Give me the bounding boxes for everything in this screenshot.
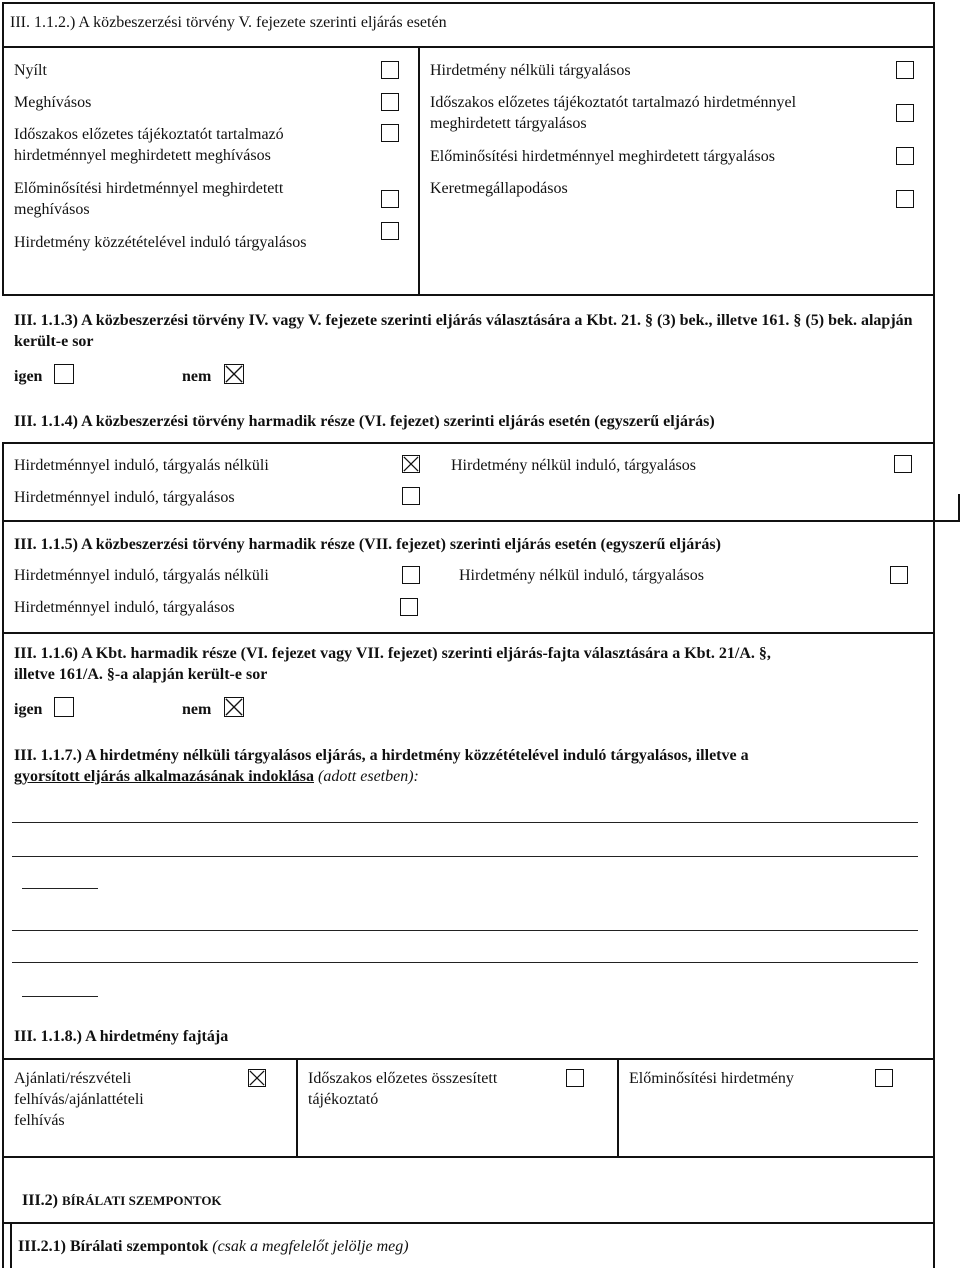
box-top-border bbox=[2, 2, 934, 4]
option-elominositesi-targyalasos: Előminősítési hirdetménnyel meghirdetett tárgyalásos bbox=[430, 148, 775, 165]
section-21-title: III.2.1) Bírálati szempontok bbox=[18, 1238, 209, 1255]
section-heading-115: III. 1.1.5) A közbeszerzési törvény harmadik része (VII. fejezet) szerinti eljárás esetén (egyszerű eljárás) bbox=[14, 536, 721, 553]
checkbox-115-hirdetmeny-nelkul-targyalasos[interactable] bbox=[890, 566, 908, 584]
section-heading-2 bbox=[22, 1190, 222, 1211]
section-heading-116-line2: illetve 161/A. §-a alapján került-e sor bbox=[14, 666, 268, 683]
box-lower-left bbox=[2, 632, 4, 1060]
option-keretmegallapodasos: Keretmegállapodásos bbox=[430, 180, 568, 197]
check-x-icon bbox=[225, 698, 243, 716]
checkbox-114-hirdetmennyel-targyalas-nelkuli[interactable] bbox=[402, 455, 420, 473]
option-114-hirdetmeny-nelkul-targyalasos: Hirdetmény nélkül induló, tárgyalásos bbox=[451, 457, 696, 474]
checkbox-elominositesi-hirdetmeny[interactable] bbox=[875, 1069, 893, 1087]
nem-label-116: nem bbox=[182, 701, 212, 718]
option-hirdetmeny-nelkuli-targyalasos: Hirdetmény nélküli tárgyalásos bbox=[430, 62, 631, 79]
box118-right bbox=[933, 1058, 935, 1158]
option-idoszakos-targyalasos: Időszakos előzetes tájékoztatót tartalmazó hirdetménnyel meghirdetett tárgyalásos bbox=[430, 94, 797, 132]
box2-right bbox=[933, 1156, 935, 1268]
header-divider bbox=[2, 46, 934, 48]
box21-top bbox=[2, 1222, 934, 1224]
section-heading-118: III. 1.1.8.) A hirdetmény fajtája bbox=[14, 1028, 229, 1045]
section-heading-21 bbox=[18, 1236, 409, 1257]
option-114-hirdetmennyel-targyalas-nelkuli: Hirdetménnyel induló, tárgyalás nélküli bbox=[14, 457, 269, 474]
box114-left bbox=[2, 442, 4, 522]
section-2-prefix: III.2) bbox=[22, 1192, 59, 1209]
checkbox-nem-116[interactable] bbox=[224, 697, 244, 717]
checkbox-nem-113[interactable] bbox=[224, 364, 244, 384]
checkbox-idoszakos-targyalasos[interactable] bbox=[896, 104, 914, 122]
section-heading-113: III. 1.1.3) A közbeszerzési törvény IV. vagy V. fejezete szerinti eljárás választására a Kbt. 21. § (3) bek., illetve 161. § (5) bek. alapján került-e sor bbox=[14, 312, 913, 350]
box114-top bbox=[2, 442, 934, 444]
nem-label-113: nem bbox=[182, 368, 212, 385]
check-x-icon bbox=[403, 456, 419, 472]
checkbox-115-hirdetmennyel-targyalasos[interactable] bbox=[400, 598, 418, 616]
checkbox-elominositesi-targyalasos[interactable] bbox=[896, 147, 914, 165]
checkbox-hirdetmeny-kozzetetelevel[interactable] bbox=[381, 222, 399, 240]
column-divider bbox=[418, 46, 420, 296]
checkbox-idoszakos-meghivasos[interactable] bbox=[381, 124, 399, 142]
option-meghivasos: Meghívásos bbox=[14, 94, 92, 111]
justification-note: (adott esetben): bbox=[318, 768, 419, 785]
check-x-icon bbox=[225, 365, 243, 383]
justification-title: gyorsított eljárás alkalmazásának indoklása bbox=[14, 768, 315, 785]
box118-div1 bbox=[296, 1058, 298, 1158]
answer-line-2[interactable] bbox=[12, 856, 918, 857]
igen-label-113: igen bbox=[14, 368, 43, 385]
box114-bottom bbox=[2, 520, 960, 522]
checkbox-hirdetmeny-nelkuli-targyalasos[interactable] bbox=[896, 61, 914, 79]
checkbox-ajanlati-felhivas[interactable] bbox=[248, 1069, 266, 1087]
checkbox-114-hirdetmeny-nelkul-targyalasos[interactable] bbox=[894, 455, 912, 473]
checkbox-115-hirdetmennyel-targyalas-nelkuli[interactable] bbox=[402, 566, 420, 584]
box115-right bbox=[933, 520, 935, 634]
option-ajanlati-felhivas: Ajánlati/részvételi felhívás/ajánlattételi felhívás bbox=[14, 1070, 144, 1129]
answer-line-5[interactable] bbox=[12, 962, 918, 963]
checkbox-nyilt[interactable] bbox=[381, 61, 399, 79]
checkbox-igen-116[interactable] bbox=[54, 697, 74, 717]
checkbox-elominositesi-meghivasos[interactable] bbox=[381, 190, 399, 208]
section-heading-116-line1: III. 1.1.6) A Kbt. harmadik része (VI. fejezet vagy VII. fejezet) szerinti eljárás-fajta választására a Kbt. 21/A. §, bbox=[14, 645, 771, 662]
option-114-hirdetmennyel-targyalasos: Hirdetménnyel induló, tárgyalásos bbox=[14, 489, 235, 506]
checkbox-igen-113[interactable] bbox=[54, 364, 74, 384]
option-115-hirdetmennyel-targyalasos: Hirdetménnyel induló, tárgyalásos bbox=[14, 599, 235, 616]
box115-left bbox=[2, 520, 4, 634]
option-hirdetmeny-kozzetetelevel: Hirdetmény közzétételével induló tárgyalásos bbox=[14, 234, 307, 251]
section-2-title: BÍRÁLATI SZEMPONTOK bbox=[62, 1193, 222, 1208]
checkbox-meghivasos[interactable] bbox=[381, 93, 399, 111]
option-115-hirdetmennyel-targyalas-nelkuli: Hirdetménnyel induló, tárgyalás nélküli bbox=[14, 567, 269, 584]
answer-line-3[interactable] bbox=[22, 888, 98, 889]
checkbox-114-hirdetmennyel-targyalasos[interactable] bbox=[402, 487, 420, 505]
answer-line-6[interactable] bbox=[22, 996, 98, 997]
section-heading-117-line2 bbox=[14, 766, 419, 787]
igen-label-116: igen bbox=[14, 701, 43, 718]
checkbox-idoszakos-osszesitett[interactable] bbox=[566, 1069, 584, 1087]
box2-top bbox=[2, 1156, 934, 1158]
option-elominositesi-meghivasos: Előminősítési hirdetménnyel meghirdetett meghívásos bbox=[14, 180, 284, 218]
answer-line-4[interactable] bbox=[12, 930, 918, 931]
section-21-note: (csak a megfelelőt jelölje meg) bbox=[212, 1238, 409, 1255]
box118-left bbox=[2, 1058, 4, 1158]
option-115-hirdetmeny-nelkul-targyalasos: Hirdetmény nélkül induló, tárgyalásos bbox=[459, 567, 704, 584]
checkbox-keretmegallapodasos[interactable] bbox=[896, 190, 914, 208]
option-idoszakos-meghivasos: Időszakos előzetes tájékoztatót tartalmazó hirdetménnyel meghirdetett meghívásos bbox=[14, 126, 284, 164]
box2-left bbox=[2, 1156, 4, 1268]
box118-div2 bbox=[617, 1058, 619, 1158]
box118-top bbox=[2, 1058, 934, 1060]
box-bottom-border bbox=[2, 294, 934, 296]
section-heading-112: III. 1.1.2.) A közbeszerzési törvény V. fejezete szerinti eljárás esetén bbox=[10, 14, 447, 31]
box115-bottom bbox=[2, 632, 934, 634]
option-idoszakos-osszesitett: Időszakos előzetes összesített tájékoztató bbox=[308, 1070, 498, 1108]
section-heading-117-line1: III. 1.1.7.) A hirdetmény nélküli tárgyalásos eljárás, a hirdetmény közzétételével induló tárgyalásos, illetve a bbox=[14, 747, 749, 764]
box21-left bbox=[10, 1222, 12, 1268]
check-x-icon bbox=[249, 1070, 265, 1086]
option-elominositesi-hirdetmeny: Előminősítési hirdetmény bbox=[629, 1070, 794, 1087]
box-lower-right bbox=[933, 632, 935, 1060]
section-heading-114: III. 1.1.4) A közbeszerzési törvény harmadik része (VI. fejezet) szerinti eljárás esetén (egyszerű eljárás) bbox=[14, 413, 715, 430]
option-nyilt: Nyílt bbox=[14, 62, 47, 79]
answer-line-1[interactable] bbox=[12, 822, 918, 823]
